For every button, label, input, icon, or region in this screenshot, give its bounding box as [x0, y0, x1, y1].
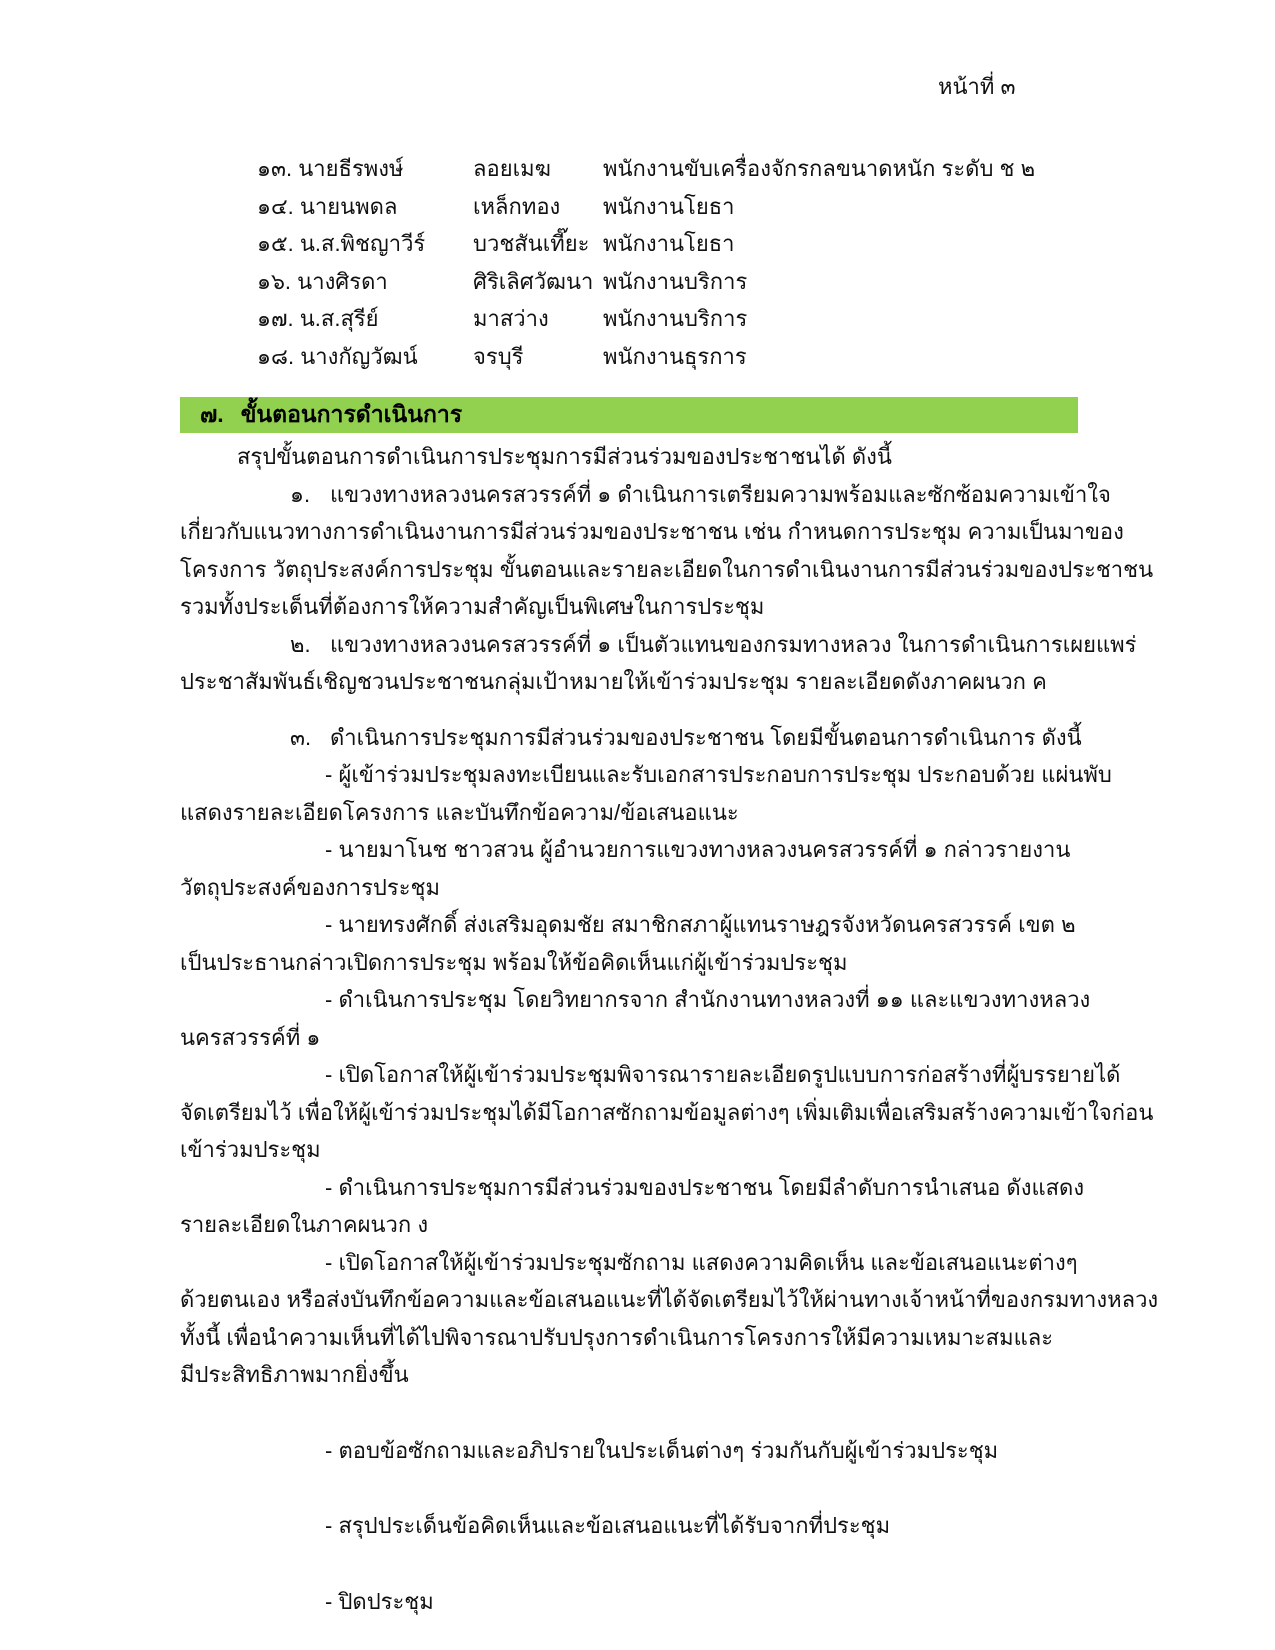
text-line [325, 1583, 1080, 1621]
section-title: ขั้นตอนการดำเนินการ [240, 401, 463, 427]
line-text: เกี่ยวกับแนวทางการดำเนินงานการมีส่วนร่วมของประชาชน เช่น กำหนดการประชุม ความเป็นมาของ [180, 519, 1124, 544]
line-text: เข้าร่วมประชุม [180, 1137, 321, 1162]
participant-number: ๑๓. [257, 156, 293, 181]
text-line [180, 551, 1154, 589]
item-number: ๒. [290, 631, 311, 657]
participant-first-name: นางศิรดา [297, 268, 388, 294]
text-line [180, 1094, 1154, 1132]
participant-first-name: นางกัญวัฒน์ [300, 343, 418, 369]
participant-number-name [257, 338, 473, 376]
line-text: - นายทรงศักดิ์ ส่งเสริมอุดมชัย สมาชิกสภาผู้แทนราษฎรจังหวัดนครสวรรค์ เขต ๒ [325, 912, 1076, 937]
text-line [290, 626, 1137, 664]
text-line [180, 1019, 1080, 1057]
participant-last-name: จรบุรี [473, 343, 524, 369]
text-line [180, 869, 1080, 907]
participant-row [257, 263, 1080, 301]
line-text: - ตอบข้อซักถามและอภิปรายในประเด็นต่างๆ ร่วมกันกับผู้เข้าร่วมประชุม [325, 1437, 999, 1463]
line-text: รายละเอียดในภาคผนวก ง [180, 1212, 429, 1237]
item-number: ๑. [290, 481, 311, 507]
text-line [180, 1469, 1080, 1507]
line-text: ทั้งนี้ เพื่อนำความเห็นที่ได้ไปพิจารณาปรับปรุงการดำเนินการโครงการให้มีความเหมาะสมและ [180, 1324, 1054, 1350]
participant-row [257, 225, 1080, 263]
line-text: - ดำเนินการประชุม โดยวิทยากรจาก สำนักงานทางหลวงที่ ๑๑ และแขวงทางหลวง [325, 987, 1091, 1012]
line-text: แสดงรายละเอียดโครงการ และบันทึกข้อความ/ข้อเสนอแนะ [180, 799, 739, 825]
line-text: โครงการ วัตถุประสงค์การประชุม ขั้นตอนและรายละเอียดในการดำเนินงานการมีส่วนร่วมของประชาชน [180, 556, 1154, 582]
text-line [180, 701, 1080, 719]
text-line [180, 1545, 1080, 1583]
text-line [237, 438, 1080, 476]
text-line [325, 1056, 1121, 1094]
page-number: หน้าที่ ๓ [938, 74, 1016, 99]
participant-position: พนักงานบริการ [603, 268, 748, 294]
line-text: เป็นประธานกล่าวเปิดการประชุม พร้อมให้ข้อคิดเห็นแก่ผู้เข้าร่วมประชุม [180, 949, 848, 975]
participant-position: พนักงานโยธา [603, 193, 735, 219]
item-number: ๓. [290, 724, 312, 750]
participant-number-name [257, 263, 473, 301]
participant-last-name: เหล็กทอง [473, 193, 561, 219]
participant-number: ๑๖. [257, 268, 292, 294]
participant-row [257, 300, 1080, 338]
participant-first-name: น.ส.สุรีย์ [299, 306, 379, 331]
participant-number-name [257, 188, 473, 226]
participant-number-name [257, 150, 473, 188]
participant-number: ๑๕. [257, 231, 294, 256]
participant-last-name: บวชสันเที๊ยะ [473, 231, 590, 256]
line-text: - ดำเนินการประชุมการมีส่วนร่วมของประชาชน โดยมีลำดับการนำเสนอ ดังแสดง [325, 1174, 1085, 1200]
text-line [180, 794, 1080, 832]
text-line [325, 756, 1112, 794]
body-text [180, 438, 1159, 1620]
text-line [325, 1507, 1080, 1545]
participants-list [180, 150, 1080, 375]
text-line [180, 513, 1124, 551]
line-text: จัดเตรียมไว้ เพื่อให้ผู้เข้าร่วมประชุมได้มีโอกาสซักถามข้อมูลต่างๆ เพิ่มเติมเพื่อเสริมสร้างความเข้าใจก่อน [180, 1099, 1154, 1125]
participant-last-name: ลอยเมฆ [473, 156, 551, 181]
text-line [180, 1206, 1080, 1244]
line-text: - ปิดประชุม [325, 1588, 434, 1614]
text-line [325, 1169, 1085, 1207]
line-text: - สรุปประเด็นข้อคิดเห็นและข้อเสนอแนะที่ได้รับจากที่ประชุม [325, 1513, 891, 1538]
text-line [180, 1319, 1080, 1357]
participant-position: พนักงานบริการ [603, 306, 748, 331]
participant-row [257, 188, 1080, 226]
line-text: แขวงทางหลวงนครสวรรค์ที่ ๑ ดำเนินการเตรียมความพร้อมและซักซ้อมความเข้าใจ [330, 481, 1111, 507]
participant-position: พนักงานธุรการ [603, 343, 747, 369]
section-number: ๗. [200, 401, 224, 427]
line-text: ดำเนินการประชุมการมีส่วนร่วมของประชาชน โดยมีขั้นตอนการดำเนินการ ดังนี้ [330, 724, 1082, 750]
text-line [290, 476, 1111, 514]
participant-number: ๑๘. [257, 343, 295, 369]
text-line [325, 981, 1091, 1019]
line-text: วัตถุประสงค์ของการประชุม [180, 874, 440, 900]
line-text: แขวงทางหลวงนครสวรรค์ที่ ๑ เป็นตัวแทนของกรมทางหลวง ในการดำเนินการเผยแพร่ [330, 631, 1137, 657]
participant-last-name: มาสว่าง [473, 306, 549, 331]
line-text: มีประสิทธิภาพมากยิ่งขึ้น [180, 1362, 409, 1387]
text-line [325, 1432, 1080, 1470]
participant-position: พนักงานขับเครื่องจักรกลขนาดหนัก ระดับ ช ๒ [603, 156, 1036, 181]
text-line [180, 1281, 1159, 1319]
line-text: - ผู้เข้าร่วมประชุมลงทะเบียนและรับเอกสารประกอบการประชุม ประกอบด้วย แผ่นพับ [325, 762, 1112, 787]
line-text: สรุปขั้นตอนการดำเนินการประชุมการมีส่วนร่วมของประชาชนได้ ดังนี้ [237, 444, 892, 469]
participant-row [257, 150, 1080, 188]
participant-number-name [257, 225, 473, 263]
line-text: รวมทั้งประเด็นที่ต้องการให้ความสำคัญเป็นพิเศษในการประชุม [180, 594, 765, 619]
text-line [180, 944, 1080, 982]
line-text: - นายมาโนช ชาวสวน ผู้อำนวยการแขวงทางหลวงนครสวรรค์ที่ ๑ กล่าวรายงาน [325, 837, 1071, 862]
participant-number-name [257, 300, 473, 338]
participant-first-name: นายธีรพงษ์ [298, 156, 404, 181]
participant-first-name: นายนพดล [299, 193, 398, 219]
text-line [180, 1394, 1080, 1432]
text-line [325, 906, 1080, 944]
line-text: - เปิดโอกาสให้ผู้เข้าร่วมประชุมซักถาม แสดงความคิดเห็น และข้อเสนอแนะต่างๆ [325, 1249, 1078, 1275]
participant-row [257, 338, 1080, 376]
line-text: - เปิดโอกาสให้ผู้เข้าร่วมประชุมพิจารณารายละเอียดรูปแบบการก่อสร้างที่ผู้บรรยายได้ [325, 1062, 1121, 1087]
participant-last-name: ศิริเลิศวัฒนา [473, 268, 594, 294]
text-line [290, 719, 1080, 757]
participant-first-name: น.ส.พิชญาวีร์ [299, 231, 426, 256]
line-text: นครสวรรค์ที่ ๑ [180, 1024, 321, 1050]
text-line [180, 1131, 1080, 1169]
text-line [325, 1244, 1080, 1282]
text-line [325, 831, 1080, 869]
line-text: ด้วยตนเอง หรือส่งบันทึกข้อความและข้อเสนอแนะที่ได้จัดเตรียมไว้ให้ผ่านทางเจ้าหน้าที่ของกรมทางหลวง [180, 1287, 1159, 1312]
text-line [180, 663, 1080, 701]
line-text: ประชาสัมพันธ์เชิญชวนประชาชนกลุ่มเป้าหมายให้เข้าร่วมประชุม รายละเอียดดังภาคผนวก ค [180, 669, 1047, 694]
text-line [180, 588, 1080, 626]
participant-number: ๑๔. [257, 193, 294, 219]
participant-number: ๑๗. [257, 306, 294, 331]
text-line [180, 1356, 1080, 1394]
participant-position: พนักงานโยธา [603, 231, 735, 256]
section-heading-bar [180, 397, 1078, 433]
